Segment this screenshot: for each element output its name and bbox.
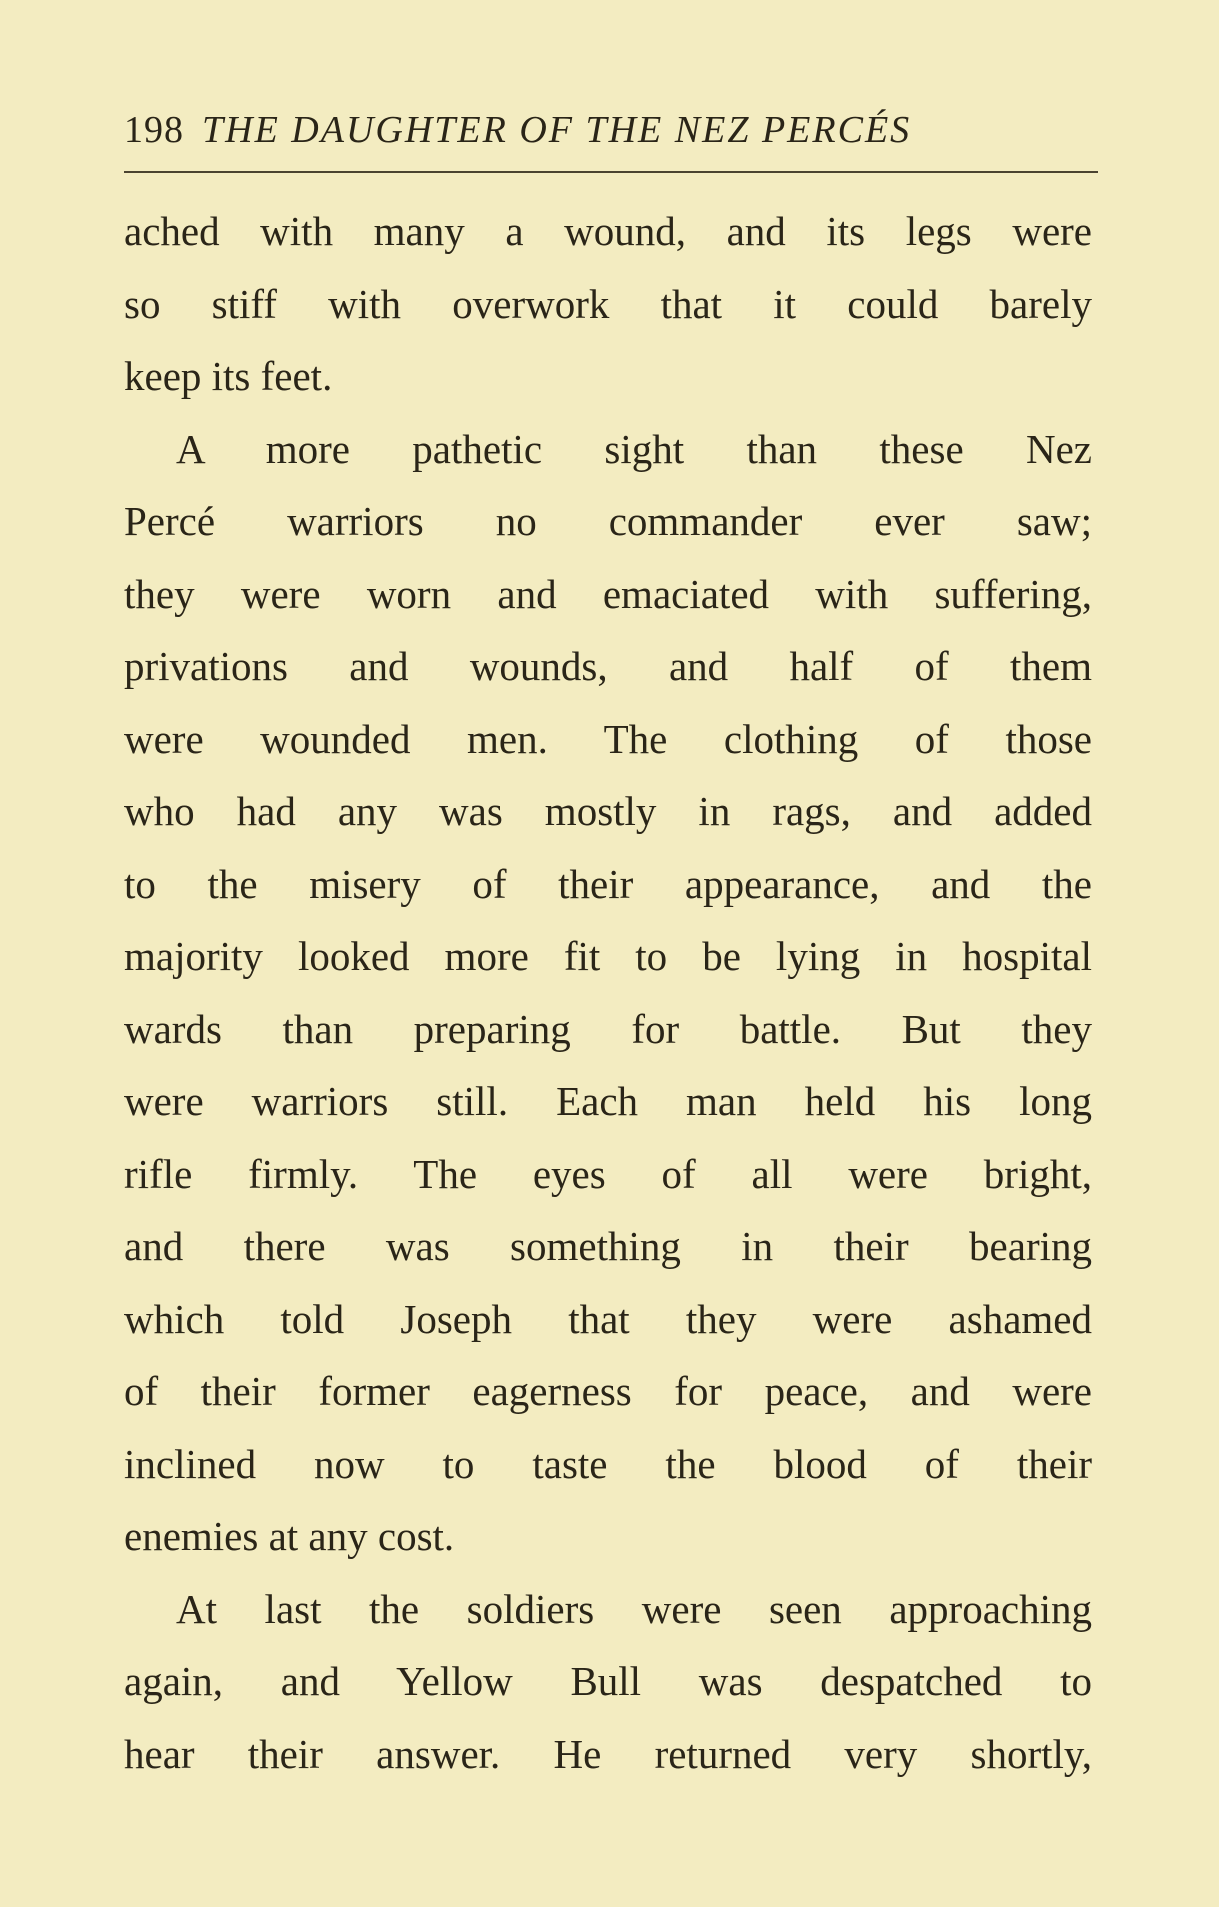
text-line: At last the soldiers were seen approaching xyxy=(176,1585,1092,1632)
page-number: 198 xyxy=(124,109,184,151)
text-line: Percé warriors no commander ever saw; xyxy=(124,498,1092,544)
text-line: which told Joseph that they were ashamed xyxy=(124,1295,1092,1342)
text-line: to the misery of their appearance, and the xyxy=(124,860,1092,907)
text-line: A more pathetic sight than these Nez xyxy=(176,425,1092,472)
body-text xyxy=(124,195,1092,1790)
text-line: wards than preparing for battle. But they xyxy=(124,1005,1092,1052)
text-line: privations and wounds, and half of them xyxy=(124,643,1092,689)
text-line: hear their answer. He returned very shortly, xyxy=(124,1730,1092,1777)
text-line: majority looked more fit to be lying in hospital xyxy=(124,933,1092,979)
text-line: who had any was mostly in rags, and added xyxy=(124,788,1092,834)
text-line: they were worn and emaciated with suffering, xyxy=(124,570,1092,617)
text-line: ached with many a wound, and its legs were xyxy=(124,208,1092,254)
running-title: THE DAUGHTER OF THE NEZ PERCÉS xyxy=(202,109,912,151)
running-head xyxy=(124,108,1098,168)
text-line: keep its feet. xyxy=(124,353,333,399)
text-line: were warriors still. Each man held his long xyxy=(124,1078,1092,1124)
text-line: were wounded men. The clothing of those xyxy=(124,715,1092,762)
text-line: rifle firmly. The eyes of all were bright, xyxy=(124,1150,1092,1197)
text-line: of their former eagerness for peace, and were xyxy=(124,1368,1092,1414)
text-line: again, and Yellow Bull was despatched to xyxy=(124,1658,1092,1704)
text-line: inclined now to taste the blood of their xyxy=(124,1440,1092,1487)
text-line: so stiff with overwork that it could barely xyxy=(124,280,1092,327)
text-line: and there was something in their bearing xyxy=(124,1223,1092,1269)
header-rule xyxy=(124,171,1098,173)
text-line: enemies at any cost. xyxy=(124,1513,455,1559)
